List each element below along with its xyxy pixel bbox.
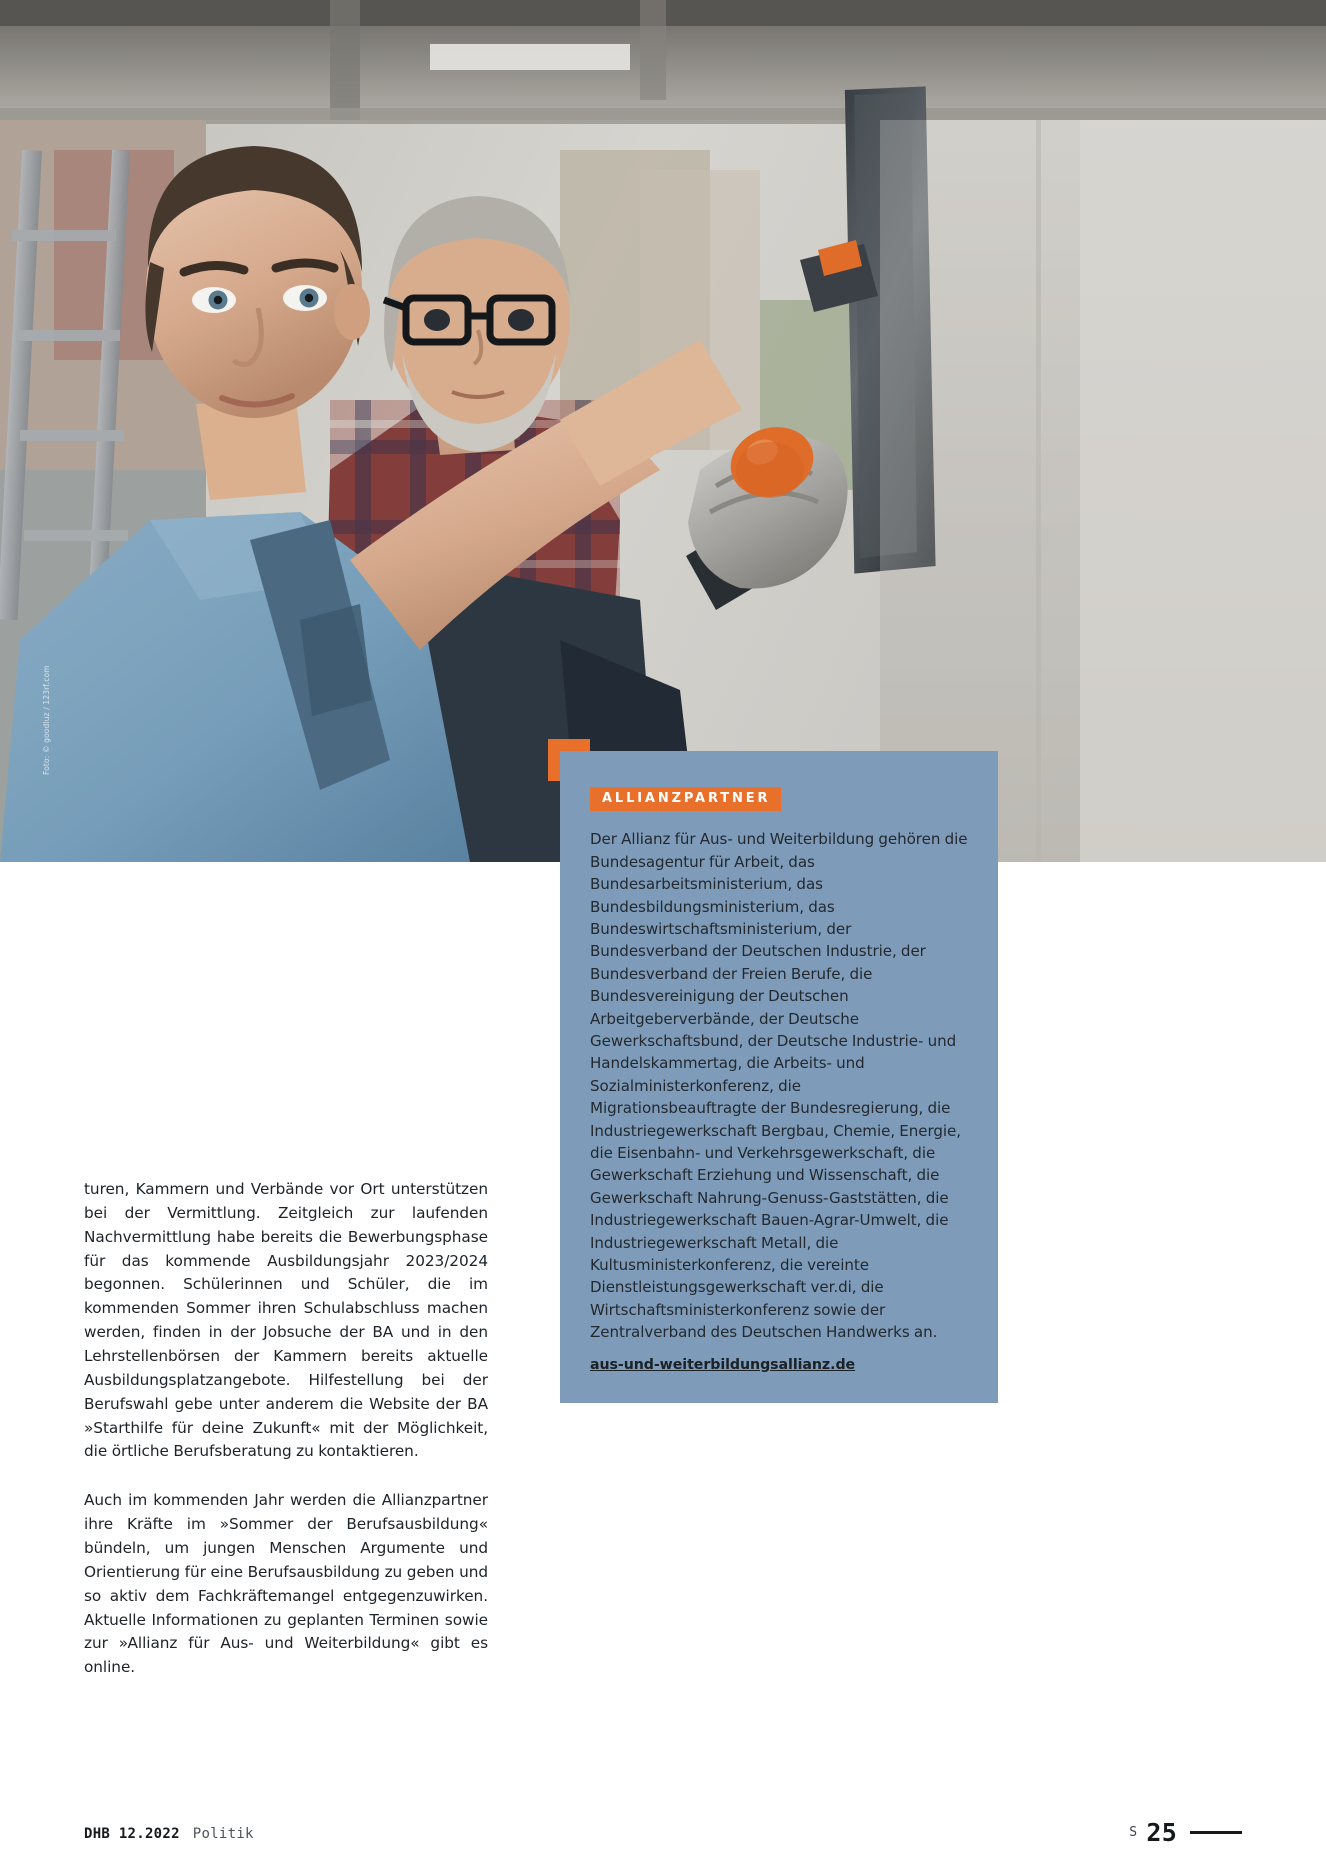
- page-footer: [84, 1826, 254, 1842]
- infobox-panel: [560, 751, 998, 1403]
- article-paragraph: Auch im kommenden Jahr werden die Allianzpartner ihre Kräfte im »Sommer der Berufsausbildung« bündeln, um jungen Menschen Argumente und Orientierung für eine Berufsausbildung zu geben und so aktiv dem Fachkräftemangel entgegenzuwirken. Aktuelle Informationen zu geplanten Terminen sowie zur »Allianz für Aus- und Weiterbildung« gibt es online.: [84, 1491, 488, 1677]
- infobox-body-text: Der Allianz für Aus- und Weiterbildung gehören die Bundesagentur für Arbeit, das Bundesarbeitsministerium, das Bundesbildungsministerium, das Bundeswirtschaftsministerium, der Bundesverband der Deutschen Industrie, der Bundesverband der Freien Berufe, die Bundesvereinigung der Deutschen Arbeitgeberverbände, der Deutsche Gewerkschaftsbund, der Deutsche Industrie- und Handelskammertag, die Arbeits- und Sozialministerkonferenz, die Migrationsbeauftragte der Bundesregierung, die Industriegewerkschaft Bergbau, Chemie, Energie, die Eisenbahn- und Verkehrsgewerkschaft, die Gewerkschaft Erziehung und Wissenschaft, die Gewerkschaft Nahrung-Genuss-Gaststätten, die Industriegewerkschaft Bauen-Agrar-Umwelt, die Industriegewerkschaft Metall, die Kultusministerkonferenz, die vereinte Dienstleistungsgewerkschaft ver.di, die Wirtschaftsministerkonferenz sowie der Zentralverband des Deutschen Handwerks an.: [590, 830, 968, 1342]
- page-number-rule: [1190, 1831, 1242, 1834]
- infobox-badge: ALLIANZPARTNER: [590, 787, 781, 811]
- page-number-block: [1129, 1818, 1242, 1847]
- hero-photo-illustration: [0, 0, 1326, 862]
- photo-credit: Foto: © goodluz / 123rf.com: [42, 665, 51, 775]
- page-number-prefix: S: [1129, 1825, 1138, 1840]
- article-paragraph: turen, Kammern und Verbände vor Ort unterstützen bei der Vermittlung. Zeitgleich zur laufenden Nachvermittlung habe bereits die Bewerbungsphase für das kommende Ausbildungsjahr 2023/2024 begonnen. Schülerinnen und Schüler, die im kommenden Sommer ihren Schulabschluss machen werden, finden in der Jobsuche der BA und in den Lehrstellenbörsen der Kammern bereits aktuelle Ausbildungsplatzangebote. Hilfestellung bei der Berufswahl gebe unter anderem die Website der BA »Starthilfe für deine Zukunft« mit der Möglichkeit, die örtliche Berufsberatung zu kontaktieren.: [84, 1180, 488, 1461]
- page-number-value: 25: [1146, 1818, 1177, 1847]
- footer-section-label: Politik: [192, 1826, 254, 1842]
- hero-photo: [0, 0, 1326, 862]
- footer-issue-label: DHB 12.2022: [84, 1826, 180, 1842]
- article-body-column: [84, 1178, 488, 1680]
- infobox-website-link[interactable]: aus-und-weiterbildungsallianz.de: [590, 1356, 856, 1373]
